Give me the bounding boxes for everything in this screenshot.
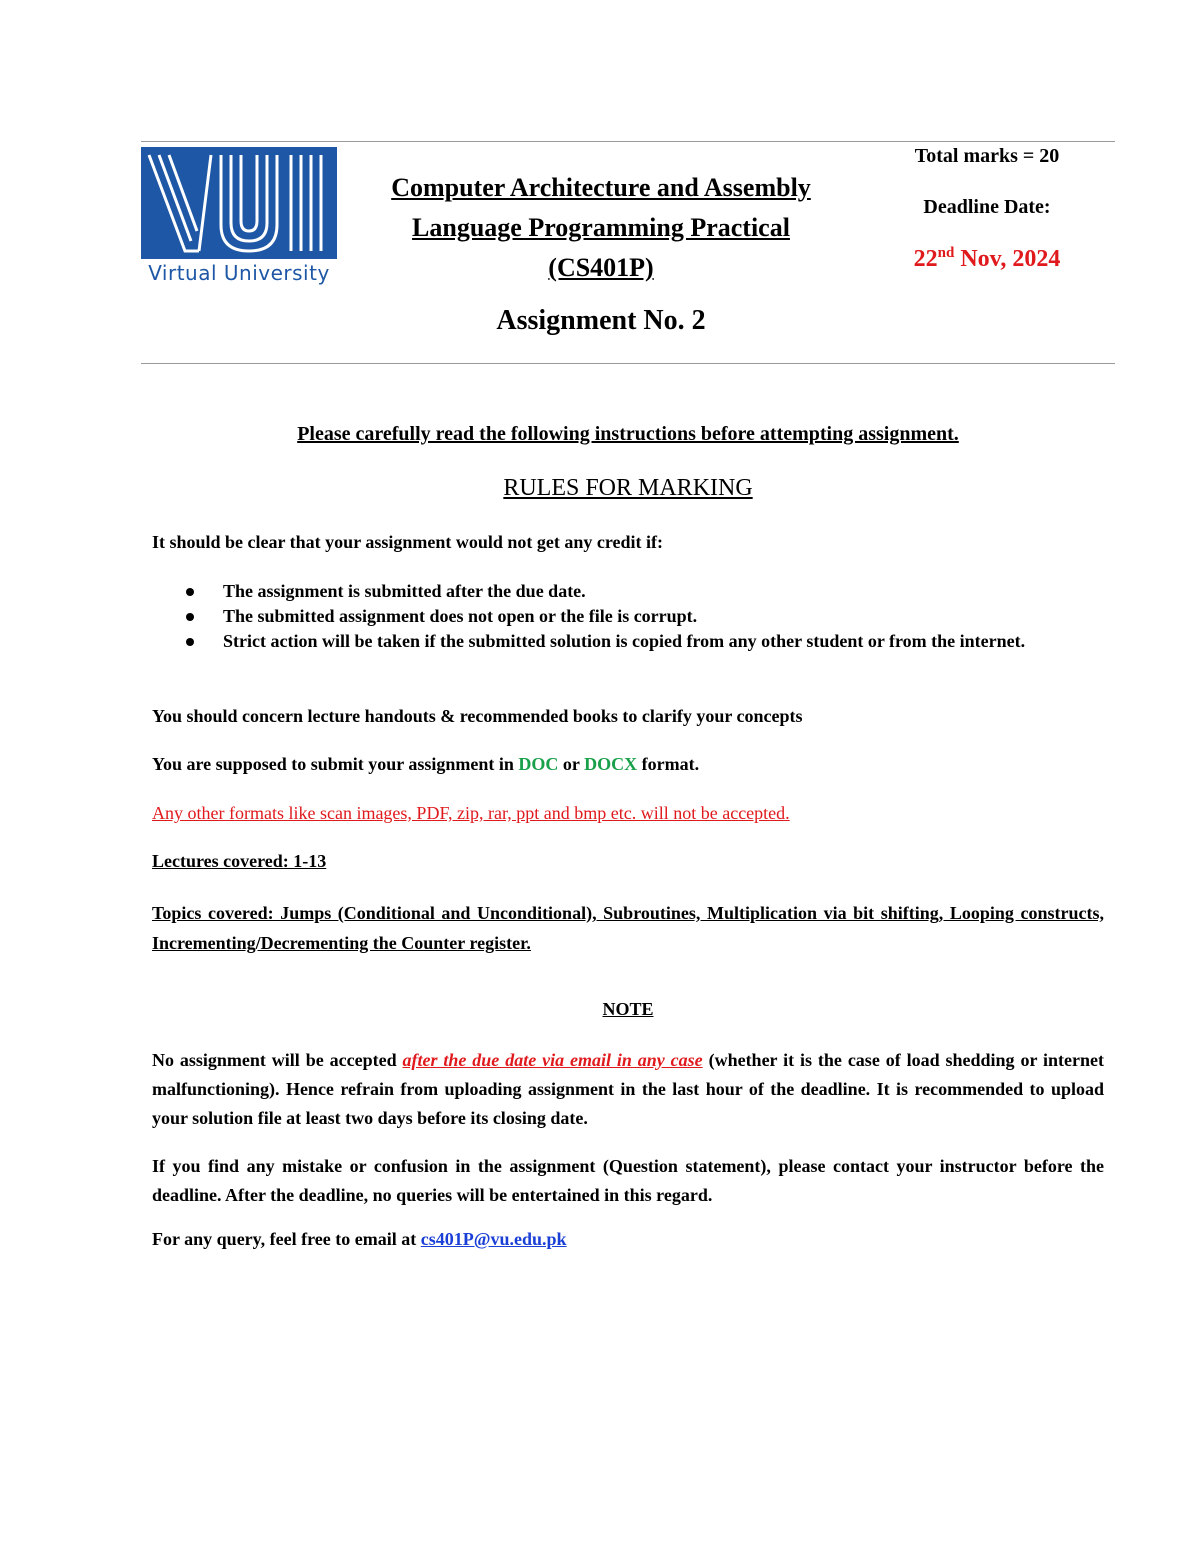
vu-monogram-icon [141, 147, 337, 259]
note-title: NOTE [602, 999, 654, 1019]
handouts-note: You should concern lecture handouts & recommended books to clarify your concepts [152, 706, 803, 726]
list-item [152, 604, 1104, 629]
rules-lead: It should be clear that your assignment would not get any credit if: [152, 532, 664, 552]
course-title-line: Language Programming Practical [412, 213, 790, 242]
list-item [152, 629, 1104, 654]
deadline-date [872, 246, 1102, 273]
format-doc: DOC [518, 754, 559, 774]
list-item-text: Strict action will be taken if the submitted solution is copied from any other student or from the internet. [223, 631, 1026, 651]
bullet-icon [186, 638, 194, 646]
deadline-suffix: nd [937, 245, 955, 261]
rules-title: RULES FOR MARKING [503, 475, 753, 501]
header-bottom-rule [141, 363, 1115, 364]
list-item [152, 579, 1104, 604]
note-paragraph [152, 1046, 1104, 1133]
note-emphasis: after the due date via email in any case [402, 1050, 703, 1070]
format-post: format. [637, 754, 700, 774]
mistake-paragraph: If you find any mistake or confusion in the assignment (Question statement), please contact your instructor before the deadline. After the deadline, no queries will be entertained in this regard. [152, 1156, 1104, 1205]
bullet-icon [186, 613, 194, 621]
course-code: (CS401P) [548, 253, 654, 282]
course-title [340, 168, 862, 288]
list-item-text: The assignment is submitted after the due date. [223, 581, 586, 601]
format-pre: You are supposed to submit your assignment in [152, 754, 519, 774]
course-title-line: Computer Architecture and Assembly [391, 173, 811, 202]
format-note [152, 754, 1104, 775]
logo-caption: Virtual University [148, 261, 330, 285]
vu-logo [141, 147, 337, 289]
query-line [152, 1229, 1104, 1250]
bullet-icon [186, 588, 194, 596]
lectures-covered: Lectures covered: 1-13 [152, 851, 327, 871]
instructions-heading: Please carefully read the following instructions before attempting assignment. [297, 423, 959, 445]
assignment-number: Assignment No. 2 [496, 305, 706, 336]
total-marks: Total marks = 20 [914, 145, 1060, 167]
other-formats-warning: Any other formats like scan images, PDF, zip, rar, ppt and bmp etc. will not be accepted. [152, 803, 790, 823]
header-top-rule [141, 141, 1115, 142]
list-item-text: The submitted assignment does not open or the file is corrupt. [223, 606, 698, 626]
format-docx: DOCX [584, 754, 638, 774]
topics-covered: Topics covered: Jumps (Conditional and Unconditional), Subroutines, Multiplication via bit shifting, Looping constructs, Incrementing/Decrementing the Counter register. [152, 903, 1104, 953]
format-or: or [558, 754, 585, 774]
note-post: (whether it is the case of load shedding or internet malfunctioning). Hence refrain from uploading assignment in the last hour of the deadline. It is recommended to upload your solution file at least two days before its closing date. [152, 1050, 1104, 1128]
deadline-day: 22 [913, 246, 938, 272]
email-link[interactable]: cs401P@vu.edu.pk [420, 1229, 567, 1249]
deadline-label: Deadline Date: [923, 196, 1051, 218]
deadline-month-year: Nov, 2024 [954, 246, 1061, 272]
note-pre: No assignment will be accepted [152, 1050, 403, 1070]
query-pre: For any query, feel free to email at [152, 1229, 421, 1249]
rules-list [152, 579, 1104, 654]
